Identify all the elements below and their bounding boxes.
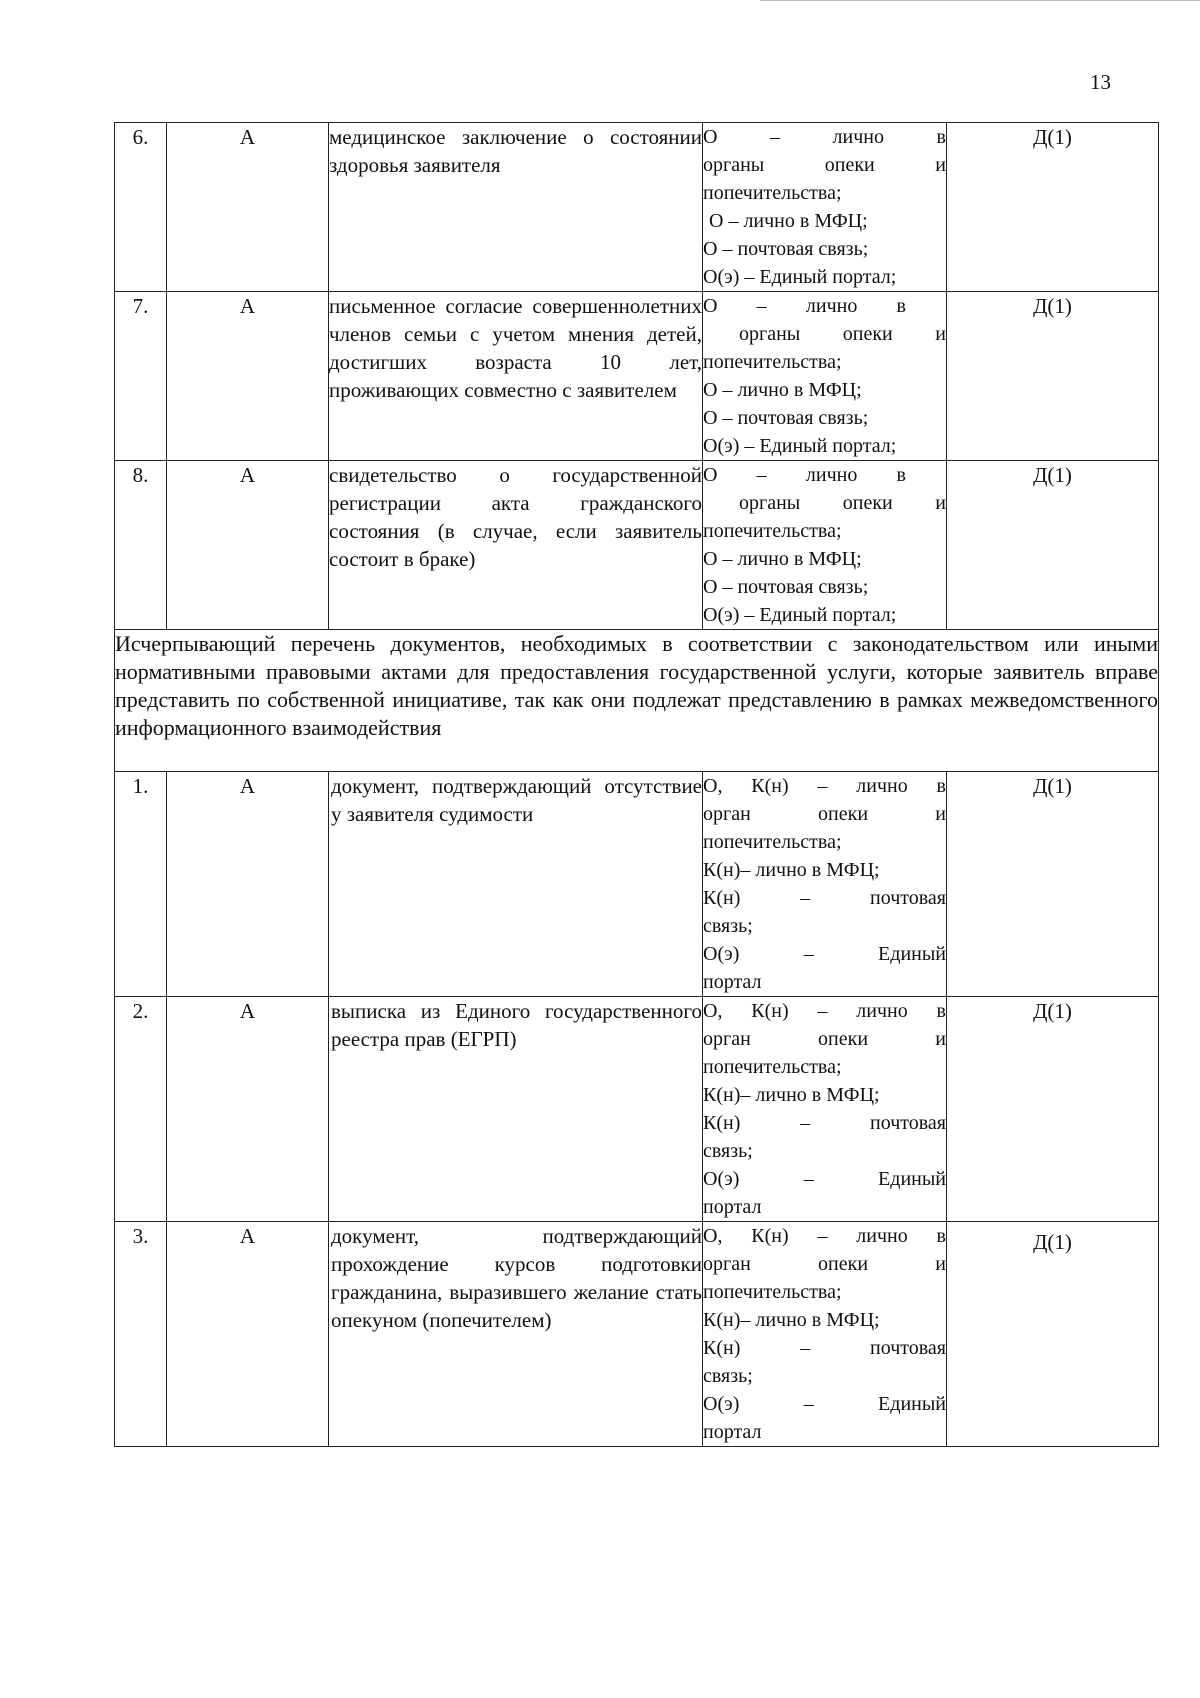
method-line: О – почтовая связь; [703,238,869,260]
method-line: К(н)– лично в МФЦ; [703,1084,880,1106]
method-line: О(э) – Единый портал; [703,604,897,626]
method-line: попечительства; [703,1056,842,1078]
method-line: попечительства; [703,351,842,373]
row-number: 1. [115,772,167,997]
method-line: связь; [703,1365,753,1387]
method-line: портал [703,1196,762,1218]
result-code: Д(1) [947,1222,1159,1447]
page-number: 13 [1090,70,1111,94]
result-code: Д(1) [947,123,1159,292]
method-line: К(н) – почтовая [703,1337,946,1359]
submission-methods [703,292,947,461]
section-heading: Исчерпывающий перечень документов, необходимых в соответствии с законодательством или иными нормативными правовыми актами для предоставления государственной услуги, которые заявитель вправе представить по собственной инициативе, так как они подлежат представлению в рамках межведомственного информационного взаимодействия [115,630,1159,772]
method-line: О(э) – Единый [703,1168,946,1190]
method-line: О – почтовая связь; [703,576,869,598]
document-name: свидетельство о государственной регистрации акта гражданского состояния (в случае, если заявитель состоит в браке) [329,461,703,630]
table-row [115,461,1159,630]
method-line: О, К(н) – лично в [703,1225,946,1247]
method-line: О – почтовая связь; [703,407,869,429]
method-line: органы опеки и [739,492,946,514]
method-line: О – лично в [703,464,906,486]
method-line: О(э) – Единый портал; [703,266,897,288]
method-line: К(н) – почтовая [703,887,946,909]
method-line: О, К(н) – лично в [703,1000,946,1022]
method-line: портал [703,1421,762,1443]
row-number: 7. [115,292,167,461]
submission-methods [703,1222,947,1447]
method-line: О – лично в МФЦ; [709,210,868,232]
document-name: письменное согласие совершеннолетних членов семьи с учетом мнения детей, достигших возраста 10 лет, проживающих совместно с заявителем [329,292,703,461]
method-line: О – лично в МФЦ; [703,379,862,401]
documents-table [114,122,1159,1447]
row-letter: А [167,1222,329,1447]
result-code: Д(1) [947,772,1159,997]
method-line: К(н) – почтовая [703,1112,946,1134]
method-line: О – лично в [703,295,906,317]
method-line: К(н)– лично в МФЦ; [703,859,880,881]
row-number: 8. [115,461,167,630]
method-line: орган опеки и [703,1028,946,1050]
method-line: связь; [703,1140,753,1162]
table-row [115,292,1159,461]
method-line: портал [703,971,762,993]
method-line: органы опеки и [739,323,946,345]
result-code: Д(1) [947,292,1159,461]
table-row [115,772,1159,997]
row-letter: А [167,292,329,461]
document-name: документ, подтверждающий прохождение курсов подготовки гражданина, выразившего желание стать опекуном (попечителем) [329,1222,703,1447]
submission-methods [703,461,947,630]
document-name: документ, подтверждающий отсутствие у заявителя судимости [329,772,703,997]
row-letter: А [167,461,329,630]
table-row [115,1222,1159,1447]
row-number: 3. [115,1222,167,1447]
submission-methods [703,772,947,997]
method-line: О(э) – Единый портал; [703,435,897,457]
row-letter: А [167,123,329,292]
table-row [115,997,1159,1222]
document-name: выписка из Единого государственного реестра прав (ЕГРП) [329,997,703,1222]
method-line: О – лично в [703,126,946,148]
row-letter: А [167,997,329,1222]
method-line: орган опеки и [703,1253,946,1275]
method-line: О – лично в МФЦ; [703,548,862,570]
row-number: 6. [115,123,167,292]
row-letter: А [167,772,329,997]
row-number: 2. [115,997,167,1222]
method-line: попечительства; [703,1281,842,1303]
method-line: О(э) – Единый [703,943,946,965]
method-line: О, К(н) – лично в [703,775,946,797]
method-line: О(э) – Единый [703,1393,946,1415]
result-code: Д(1) [947,997,1159,1222]
table-row [115,123,1159,292]
method-line: связь; [703,915,753,937]
section-heading-row [115,630,1159,772]
method-line: попечительства; [703,831,842,853]
method-line: попечительства; [703,182,842,204]
method-line: органы опеки и [703,154,946,176]
document-name: медицинское заключение о состоянии здоровья заявителя [329,123,703,292]
result-code: Д(1) [947,461,1159,630]
method-line: орган опеки и [703,803,946,825]
scan-edge-line [760,0,1200,1]
method-line: попечительства; [703,520,842,542]
submission-methods [703,123,947,292]
submission-methods [703,997,947,1222]
method-line: К(н)– лично в МФЦ; [703,1309,880,1331]
